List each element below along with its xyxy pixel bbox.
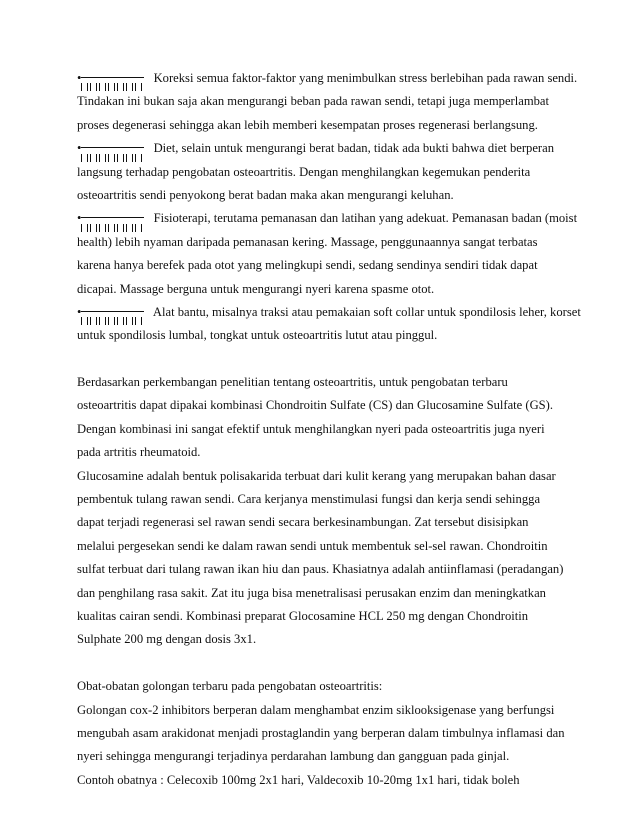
paragraph-line: Obat-obatan golongan terbaru pada pengobatan osteoartritis: [77, 679, 383, 694]
missing-glyph-icon [81, 208, 144, 218]
paragraph-line: Golongan cox-2 inhibitors berperan dalam menghambat enzim siklooksigenase yang berfungsi [77, 702, 555, 717]
bullet-text-line: langsung terhadap pengobatan osteoartritis. Dengan menghilangkan kegemukan penderita [77, 164, 531, 179]
paragraph-1 [77, 371, 567, 652]
paragraph-2 [77, 675, 567, 792]
paragraph-line: melalui pergesekan sendi ke dalam rawan sendi untuk membentuk sel-sel rawan. Chondroitin [77, 538, 548, 553]
spacer [77, 348, 567, 371]
paragraph-line: mengubah asam arakidonat menjadi prostaglandin yang berperan dalam timbulnya inflamasi dan [77, 725, 565, 740]
bullet-item-3 [77, 207, 578, 301]
missing-glyph-icon [81, 68, 144, 78]
bullet-item-2 [77, 137, 567, 207]
bullet-text-line: Diet, selain untuk mengurangi berat badan, tidak ada bukti bahwa diet berperan [153, 141, 554, 156]
bullet-marker: • [77, 141, 82, 156]
paragraph-line: nyeri sehingga mengurangi terjadinya perdarahan lambung dan gangguan pada ginjal. [77, 749, 510, 764]
paragraph-line: Dengan kombinasi ini sangat efektif untuk menghilangkan nyeri pada osteoartritis juga nyeri [77, 421, 545, 436]
bullet-marker: • [77, 304, 82, 319]
bullet-item-4 [77, 301, 581, 348]
missing-glyph-icon [81, 138, 144, 148]
bullet-marker: • [77, 71, 82, 85]
paragraph-line: sulfat terbuat dari tulang rawan ikan hiu dan paus. Khasiatnya adalah antiinflamasi (peradangan) [77, 562, 564, 577]
paragraph-line: Sulphate 200 mg dengan dosis 3x1. [77, 632, 257, 647]
paragraph-line: osteoartritis dapat dipakai kombinasi Chondroitin Sulfate (CS) dan Glucosamine Sulfate (GS). [77, 398, 554, 413]
document-page [77, 67, 581, 792]
bullet-list [77, 67, 581, 348]
bullet-text-line: dicapai. Massage berguna untuk mengurangi nyeri karena spasme otot. [77, 281, 435, 296]
bullet-text-line: untuk spondilosis lumbal, tongkat untuk osteoartritis lutut atau pinggul. [77, 328, 438, 343]
missing-glyph-icon [81, 302, 144, 312]
paragraph-line: Contoh obatnya : Celecoxib 100mg 2x1 hari, Valdecoxib 10-20mg 1x1 hari, tidak boleh [77, 772, 520, 787]
bullet-text-line: Koreksi semua faktor-faktor yang menimbulkan stress berlebihan pada rawan sendi. [153, 71, 578, 85]
bullet-text-line: Alat bantu, misalnya traksi atau pemakaian soft collar untuk spondilosis leher, korset [152, 304, 581, 319]
bullet-text-line: osteoartritis sendi penyokong berat badan maka akan mengurangi keluhan. [77, 187, 454, 202]
paragraph-line: dapat terjadi regenerasi sel rawan sendi secara berkesinambungan. Zat tersebut disisipkan [77, 515, 529, 530]
bullet-text-line: Tindakan ini bukan saja akan mengurangi beban pada rawan sendi, tetapi juga memperlambat [77, 94, 550, 109]
bullet-text-line: proses degenerasi sehingga akan lebih memberi kesempatan proses regenerasi berlangsung. [77, 117, 538, 132]
paragraph-line: Glucosamine adalah bentuk polisakarida terbuat dari kulit kerang yang merupakan bahan dasar [77, 468, 556, 483]
spacer [77, 652, 567, 675]
paragraph-line: Berdasarkan perkembangan penelitian tentang osteoartritis, untuk pengobatan terbaru [77, 375, 508, 390]
bullet-marker: • [77, 211, 82, 226]
paragraph-line: pada artritis rheumatoid. [77, 445, 201, 460]
bullet-text-line: health) lebih nyaman daripada pemanasan kering. Massage, penggunaannya sangat terbatas [77, 234, 538, 249]
bullet-item-1 [77, 67, 578, 137]
paragraph-line: kualitas cairan sendi. Kombinasi preparat Glocosamine HCL 250 mg dengan Chondroitin [77, 608, 529, 623]
bullet-text-line: karena hanya berefek pada otot yang melingkupi sendi, sedang sendinya sendiri tidak dapat [77, 258, 538, 273]
paragraph-line: dan penghilang rasa sakit. Zat itu juga bisa menetralisasi perusakan enzim dan meningkatkan [77, 585, 546, 600]
bullet-text-line: Fisioterapi, terutama pemanasan dan latihan yang adekuat. Pemanasan badan (moist [153, 211, 578, 226]
paragraph-line: pembentuk tulang rawan sendi. Cara kerjanya menstimulasi fungsi dan kerja sendi sehingga [77, 492, 541, 507]
